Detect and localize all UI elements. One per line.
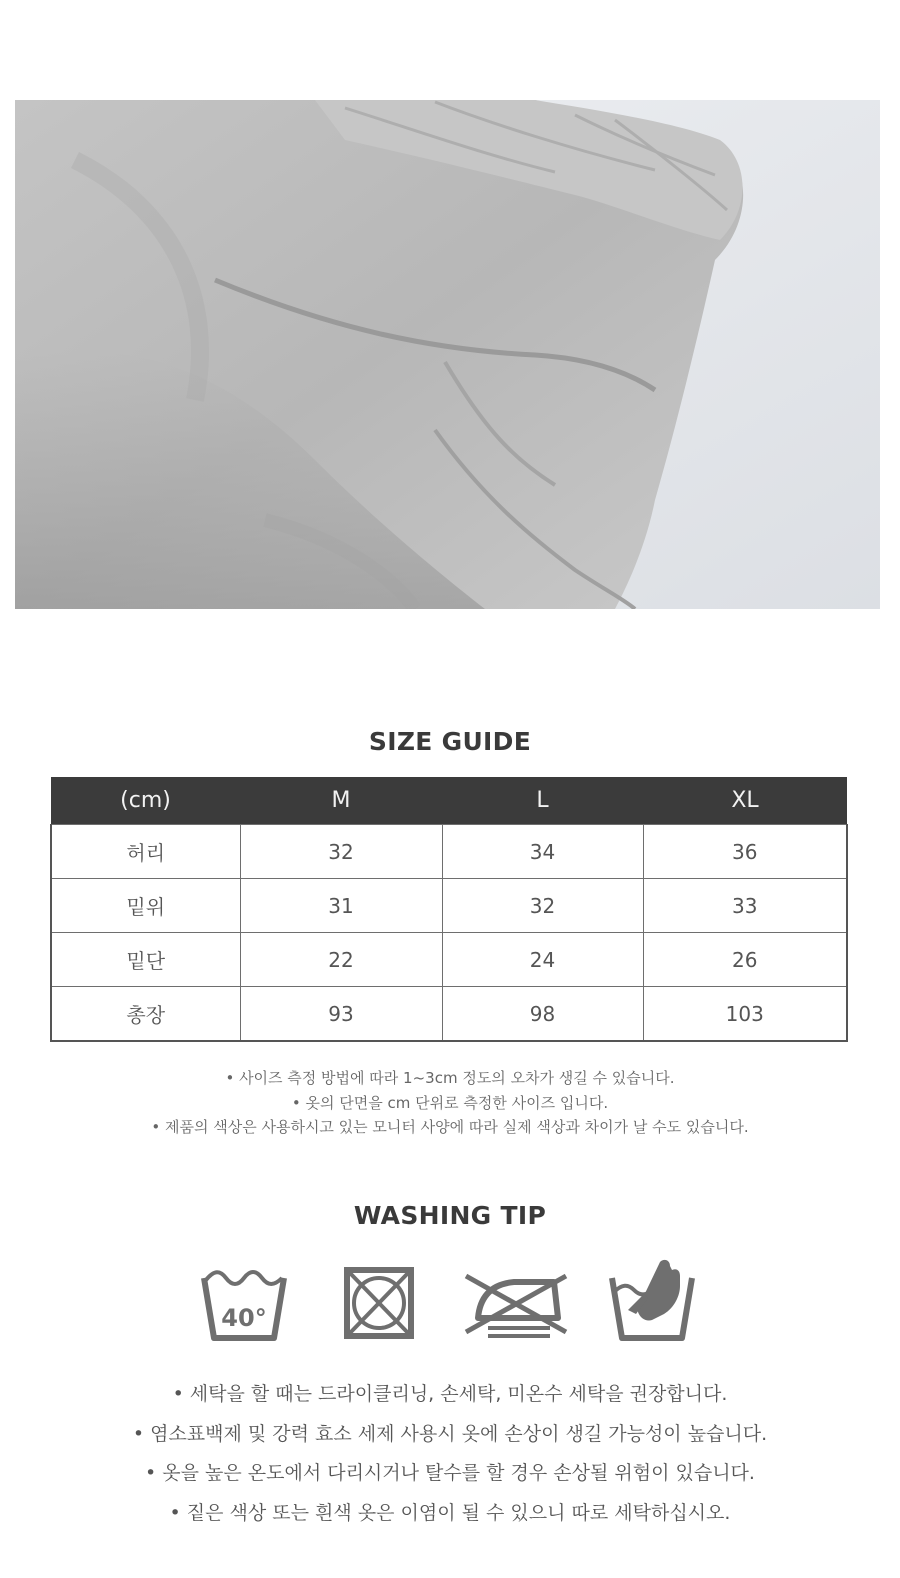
sweatpants-image bbox=[15, 100, 880, 609]
size-xl-header: XL bbox=[643, 777, 847, 825]
do-not-iron-icon bbox=[462, 1256, 570, 1342]
row-label: 밑위 bbox=[51, 879, 240, 933]
table-row bbox=[51, 933, 847, 987]
table-cell: 36 bbox=[643, 825, 847, 879]
size-table-header bbox=[51, 777, 847, 825]
table-cell: 98 bbox=[442, 987, 643, 1042]
row-label: 총장 bbox=[51, 987, 240, 1042]
table-row bbox=[51, 987, 847, 1042]
size-guide-title: SIZE GUIDE bbox=[368, 727, 532, 756]
washing-tip-item: • 염소표백제 및 강력 효소 세제 사용시 옷에 손상이 생길 가능성이 높습니다. bbox=[132, 1422, 768, 1445]
washing-tip-item: • 옷을 높은 온도에서 다리시거나 탈수를 할 경우 손상될 위험이 있습니다. bbox=[145, 1462, 755, 1484]
care-icons bbox=[0, 1256, 900, 1346]
table-row bbox=[51, 879, 847, 933]
size-note: • 사이즈 측정 방법에 따라 1~3cm 정도의 오차가 생길 수 있습니다. bbox=[225, 1069, 675, 1087]
table-cell: 26 bbox=[643, 933, 847, 987]
table-cell: 24 bbox=[442, 933, 643, 987]
washing-tip-item: • 짙은 색상 또는 흰색 옷은 이염이 될 수 있으니 따로 세탁하십시오. bbox=[169, 1501, 731, 1524]
table-row bbox=[51, 825, 847, 879]
hand-wash-icon bbox=[608, 1256, 696, 1342]
wash-temp-label: 40° bbox=[221, 1304, 267, 1332]
table-cell: 34 bbox=[442, 825, 643, 879]
table-cell: 93 bbox=[240, 987, 442, 1042]
row-label: 밑단 bbox=[51, 933, 240, 987]
size-table bbox=[50, 777, 848, 1042]
size-note: • 제품의 색상은 사용하시고 있는 모니터 사양에 따라 실제 색상과 차이가 날 수도 있습니다. bbox=[151, 1118, 749, 1136]
size-notes bbox=[0, 1066, 900, 1140]
table-cell: 31 bbox=[240, 879, 442, 933]
washing-tips bbox=[0, 1375, 900, 1533]
washing-tip-title: WASHING TIP bbox=[353, 1201, 547, 1230]
washing-tip-item: • 세탁을 할 때는 드라이클리닝, 손세탁, 미온수 세탁을 권장합니다. bbox=[172, 1383, 728, 1405]
size-l-header: L bbox=[442, 777, 643, 825]
size-note: • 옷의 단면을 cm 단위로 측정한 사이즈 입니다. bbox=[291, 1093, 609, 1112]
table-cell: 103 bbox=[643, 987, 847, 1042]
do-not-tumble-dry-icon bbox=[343, 1256, 415, 1342]
unit-header: (cm) bbox=[51, 777, 240, 825]
table-cell: 32 bbox=[442, 879, 643, 933]
table-cell: 22 bbox=[240, 933, 442, 987]
product-photo bbox=[15, 100, 880, 609]
size-m-header: M bbox=[240, 777, 442, 825]
row-label: 허리 bbox=[51, 825, 240, 879]
table-cell: 33 bbox=[643, 879, 847, 933]
wash-40-icon bbox=[200, 1256, 288, 1342]
table-cell: 32 bbox=[240, 825, 442, 879]
